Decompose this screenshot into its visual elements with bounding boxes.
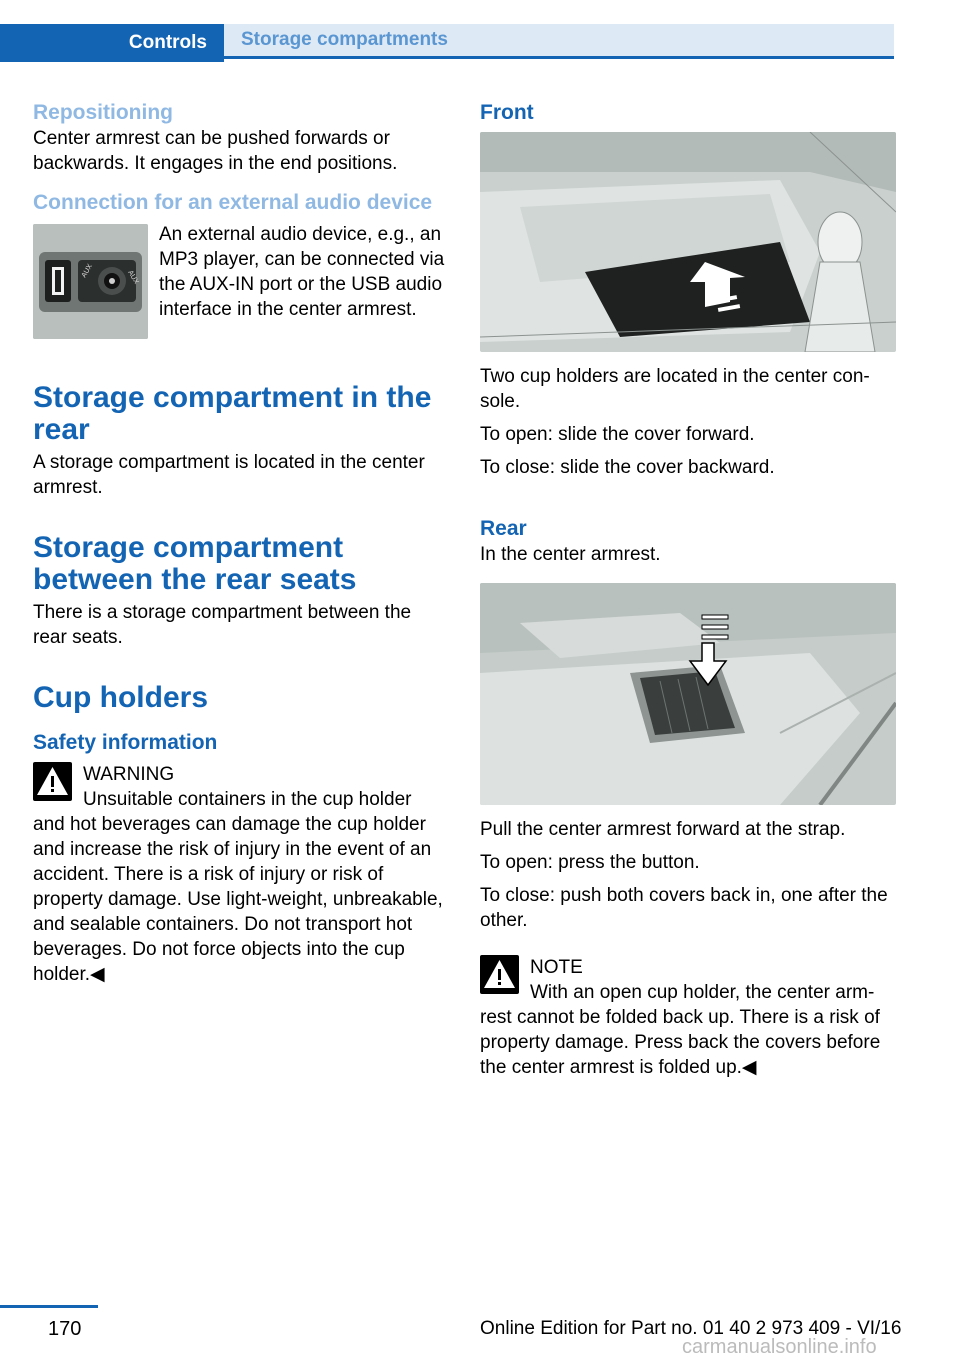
right-column xyxy=(480,100,896,1080)
front-cup-holder-illustration xyxy=(480,132,896,352)
aux-text: An external audio device, e.g., an MP3 player, can be connected via the AUX-IN port or the USB audio interface in the center armrest. xyxy=(159,224,445,320)
aux-port-label: AUX xyxy=(126,269,140,286)
page-header xyxy=(0,24,894,62)
warning-text: and hot beverages can damage the cup holder and increase the risk of injury in the event of an accident. There is a risk of injury or risk of property damage. Use light-weight, unbreakable, and sealable containers. Do not transport hot beverages. Do not force objects into the cup holder.◀ xyxy=(33,814,443,985)
front-text-1: Two cup holders are located in the center console. xyxy=(480,366,870,412)
warning-text-lead: Unsuitable containers in the cup holder xyxy=(83,789,412,810)
rear-open-text: To open: press the button. xyxy=(480,852,700,873)
rear-text-1: Pull the center armrest forward at the strap. xyxy=(480,819,846,840)
cup-holders-heading: Cup holders xyxy=(33,681,209,714)
between-seats-text: There is a storage compartment between the rear seats. xyxy=(33,602,412,648)
footer-rule xyxy=(0,1305,98,1308)
rear-close-text: To close: push both covers back in, one after the other. xyxy=(480,885,888,931)
warning-icon xyxy=(480,955,519,994)
note-block xyxy=(480,955,896,1080)
page-number: 170 xyxy=(48,1318,82,1340)
rear-storage-heading: Storage compartment in the rear xyxy=(33,381,432,446)
subsection-tab: Storage compartments xyxy=(224,24,894,59)
rear-cup-holder-image xyxy=(480,583,896,805)
safety-info-heading: Safety information xyxy=(33,731,218,754)
warning-title: WARNING xyxy=(83,764,175,785)
note-title: NOTE xyxy=(530,957,583,978)
front-heading: Front xyxy=(480,101,534,124)
note-text: rest cannot be folded back up. There is a risk of property damage. Press back the covers before the center armrest is folded up.◀ xyxy=(480,1007,881,1078)
edition-text: Online Edition for Part no. 01 40 2 973 409 - VI/16 xyxy=(480,1318,902,1339)
watermark: carmanualsonline.info xyxy=(682,1336,877,1358)
aux-usb-port-image xyxy=(33,224,148,339)
warning-block xyxy=(33,762,449,987)
aux-heading: Connection for an external audio device xyxy=(33,191,433,214)
aux-block xyxy=(33,222,449,348)
rear-heading: Rear xyxy=(480,517,527,540)
warning-icon xyxy=(33,762,72,801)
left-column xyxy=(33,100,449,987)
front-cup-holder-image xyxy=(480,132,896,352)
section-tab: Controls xyxy=(0,24,224,62)
rear-cup-holder-illustration xyxy=(480,583,896,805)
repositioning-heading: Repositioning xyxy=(33,101,173,124)
front-close-text: To close: slide the cover backward. xyxy=(480,457,775,478)
usb-aux-ports-icon xyxy=(33,224,148,339)
rear-storage-text: A storage compartment is located in the center armrest. xyxy=(33,452,425,498)
repositioning-text: Center armrest can be pushed forwards or backwards. It engages in the end positions. xyxy=(33,128,398,174)
note-text-lead: With an open cup holder, the center arm- xyxy=(530,982,875,1003)
front-open-text: To open: slide the cover forward. xyxy=(480,424,755,445)
rear-intro: In the center armrest. xyxy=(480,544,661,565)
aux-port-label: AUX xyxy=(80,263,94,279)
between-seats-heading: Storage compartment between the rear seats xyxy=(33,531,357,596)
